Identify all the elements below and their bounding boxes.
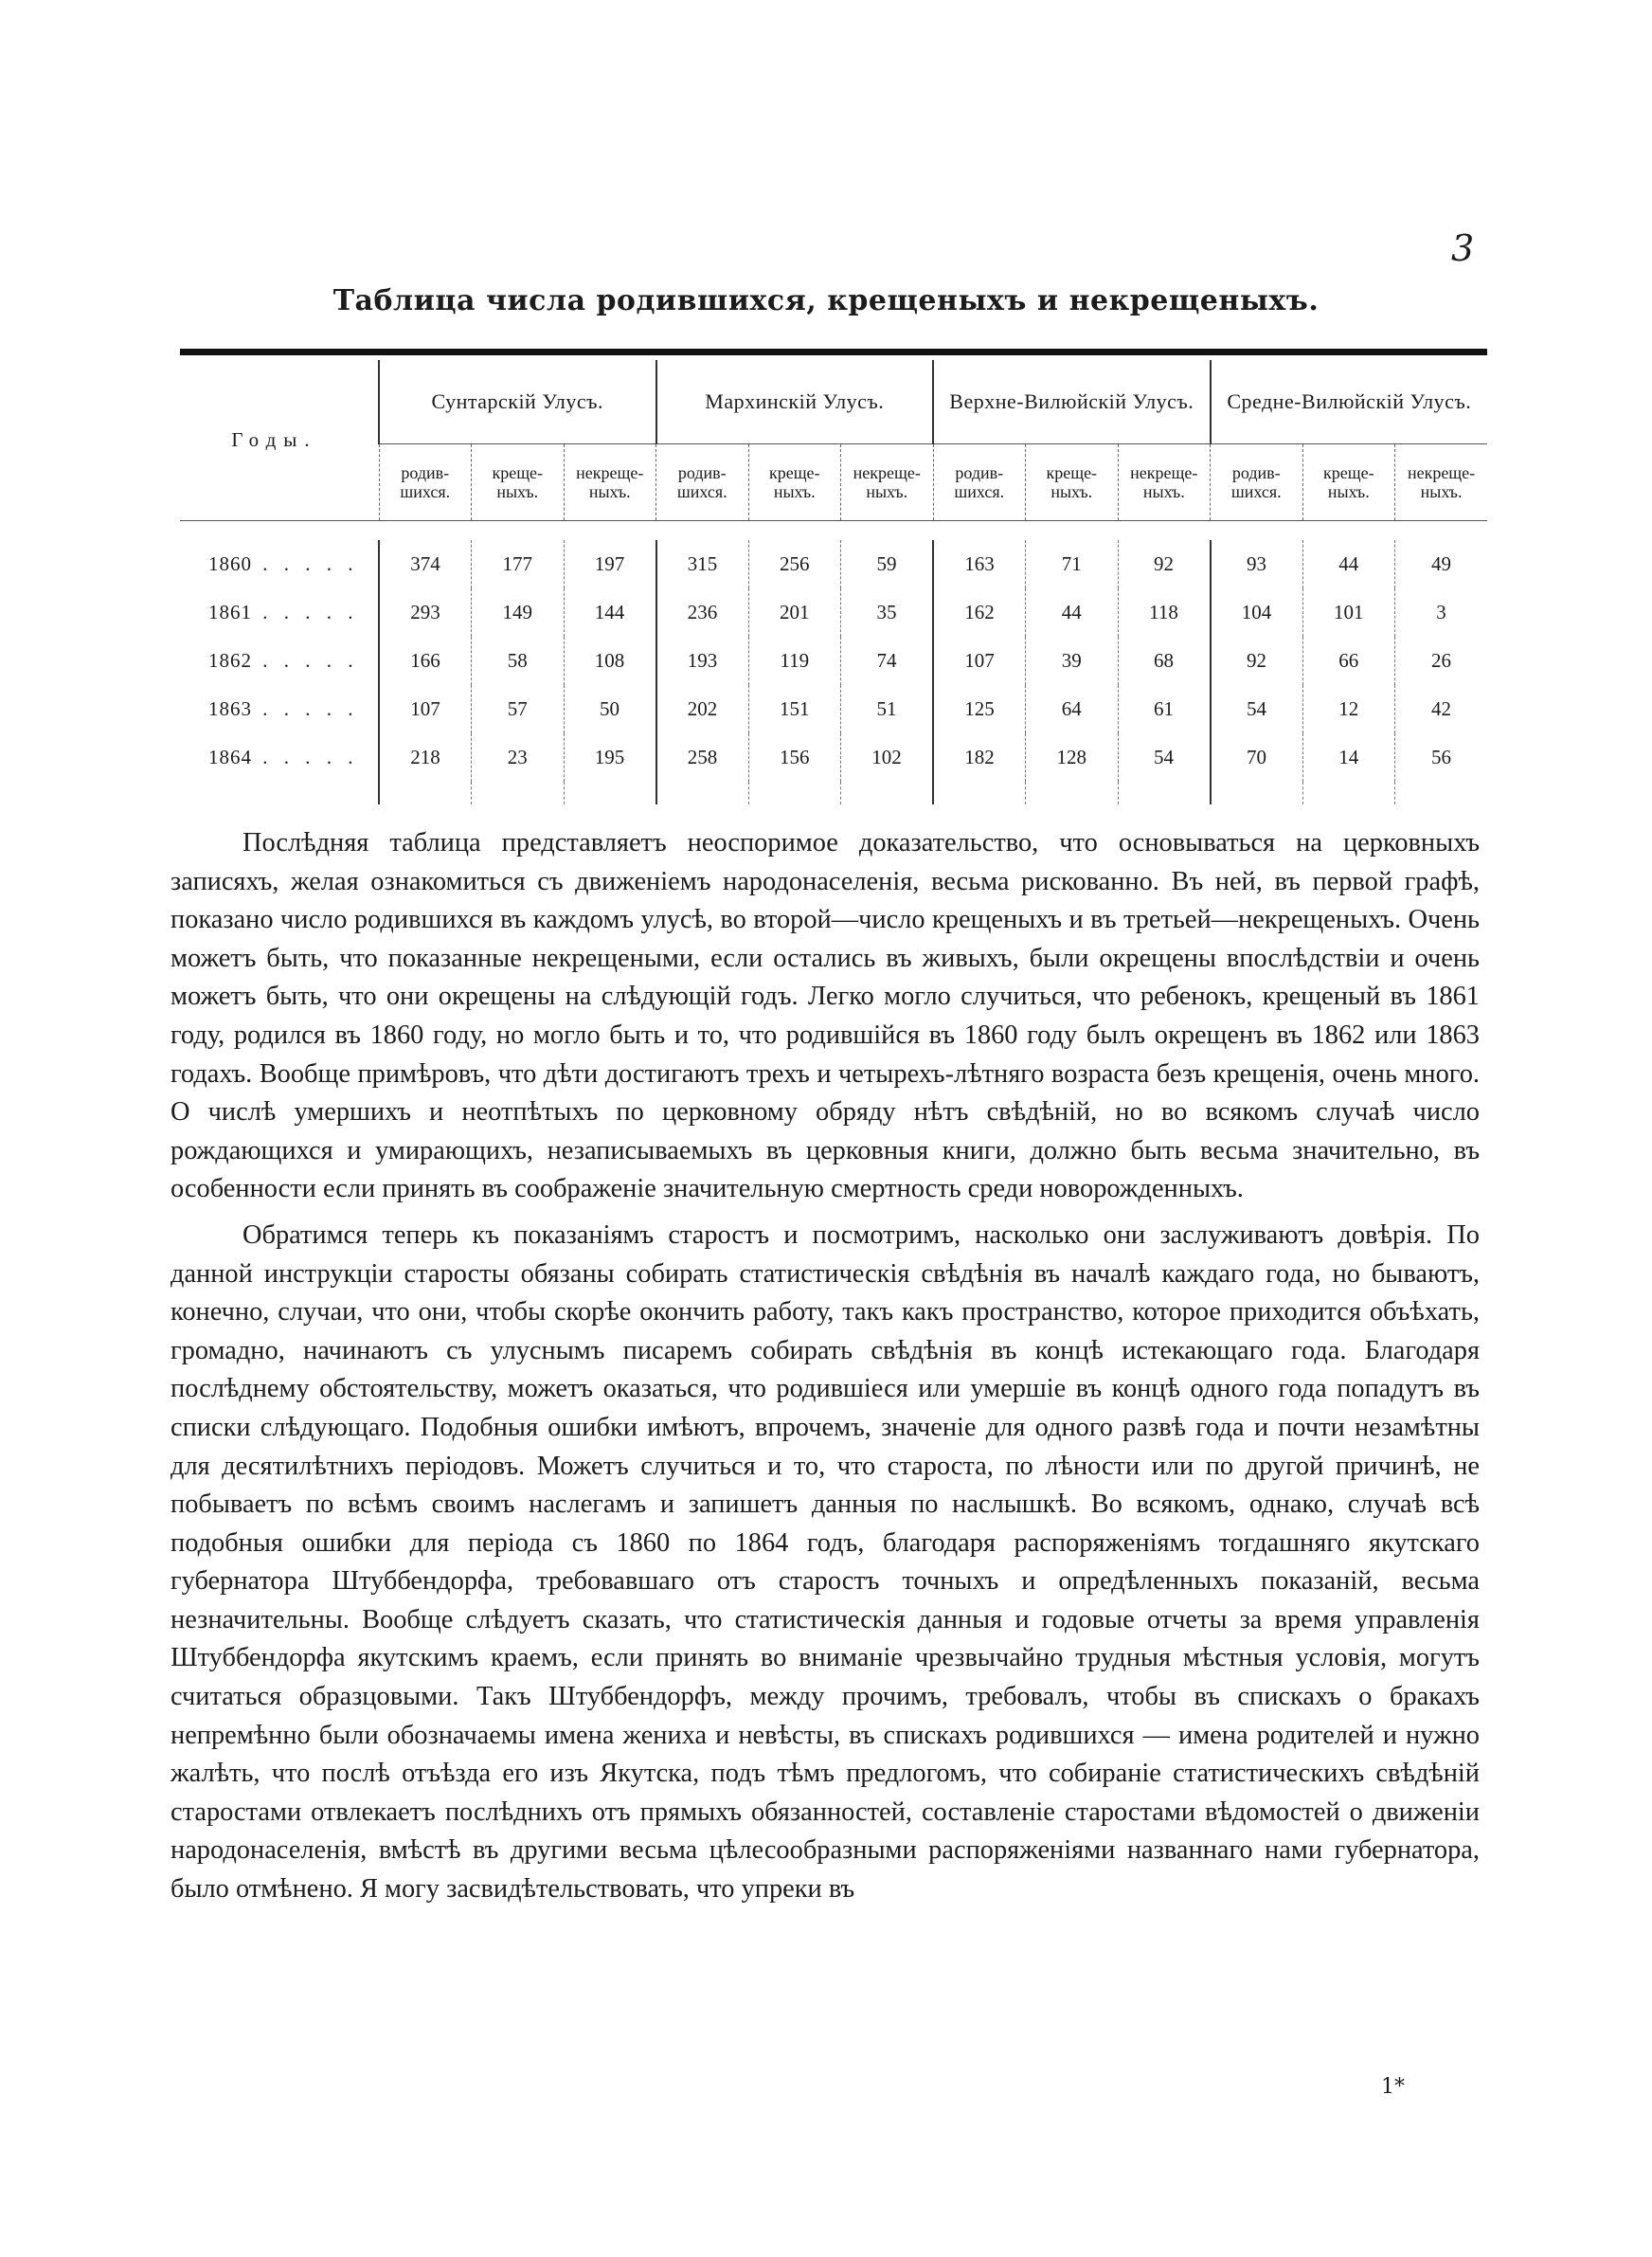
table-cell: 57 — [472, 685, 565, 733]
category-label: креще- ныхъ. — [1323, 463, 1374, 501]
table-cell: 61 — [1118, 685, 1211, 733]
table-cell: 125 — [933, 685, 1026, 733]
year-label: 1863 — [208, 697, 252, 720]
table-cell: 177 — [472, 540, 565, 588]
column-header-category — [379, 444, 472, 521]
table-cell: 256 — [748, 540, 841, 588]
category-label: креще- ныхъ. — [492, 463, 544, 501]
table-cell: 66 — [1302, 637, 1395, 685]
table-cell: 201 — [748, 588, 841, 637]
column-header-ulus: Мархинскій Улусъ. — [656, 360, 934, 444]
row-year: 1864 . . . . . — [208, 746, 359, 768]
table-cell: 50 — [564, 685, 656, 733]
year-label: 1864 — [208, 746, 252, 768]
column-header-category — [564, 444, 656, 521]
page-number: 3 — [1451, 227, 1475, 269]
table-cell: 107 — [933, 637, 1026, 685]
table-cell: 166 — [379, 637, 472, 685]
table-row — [180, 540, 1487, 588]
table-cell: 44 — [1026, 588, 1119, 637]
table-cell: 193 — [656, 637, 749, 685]
table-cell: 51 — [841, 685, 934, 733]
category-label: родив- шихся. — [1230, 463, 1282, 501]
column-header-category — [933, 444, 1026, 521]
table-cell: 54 — [1211, 685, 1303, 733]
year-label: 1862 — [208, 649, 252, 672]
category-label: родив- шихся. — [954, 463, 1005, 501]
table-cell: 108 — [564, 637, 656, 685]
table-cell: 107 — [379, 685, 472, 733]
table-body — [180, 521, 1487, 805]
table-cell: 218 — [379, 733, 472, 782]
table-cell: 64 — [1026, 685, 1119, 733]
column-header-category — [1118, 444, 1211, 521]
table-row — [180, 637, 1487, 685]
table-row — [180, 588, 1487, 637]
table-cell: 58 — [472, 637, 565, 685]
column-header-category — [748, 444, 841, 521]
column-header-ulus: Средне-Вилюйскій Улусъ. — [1211, 360, 1488, 444]
table-cell: 236 — [656, 588, 749, 637]
table-cell: 293 — [379, 588, 472, 637]
paragraph: Обратимся теперь къ показаніямъ старостъ и посмотримъ, насколько они заслуживаютъ довѣрія. По данной инструкціи старосты обязаны собирать статистическія свѣдѣнія въ началѣ каждаго года, но бываютъ, конечно, случаи, что они, чтобы скорѣе окончить работу, такъ какъ пространство, которое приходится объѣхать, громадно, начинаютъ съ улуснымъ писаремъ собирать свѣдѣнія въ концѣ истекающаго года. Благодаря послѣднему обстоятельству, можетъ оказаться, что родившіеся или умершіе въ концѣ одного года попадутъ въ списки слѣдующаго. Подобныя ошибки имѣютъ, впрочемъ, значеніе для одного развѣ года и почти незамѣтны для десятилѣтнихъ періодовъ. Можетъ случиться и то, что староста, по лѣности или по другой причинѣ, не побываетъ по всѣмъ своимъ наслегамъ и запишетъ данныя по наслышкѣ. Во всякомъ, однако, случаѣ всѣ подобныя ошибки для періода съ 1860 по 1864 годъ, благодаря распоряженіямъ тогдашняго якутскаго губернатора Штуббендорфа, требовавшаго отъ старостъ точныхъ и опредѣленныхъ показаній, весьма незначительны. Вообще слѣдуетъ сказать, что статистическія данныя и годовые отчеты за время управленія Штуббендорфа якутскимъ краемъ, если принять во вниманіе чрезвычайно трудныя мѣстныя условія, могутъ считаться образцовыми. Такъ Штуббендорфъ, между прочимъ, требовалъ, чтобы въ спискахъ о бракахъ непремѣнно были обозначаемы имена жениха и невѣсты, въ спискахъ родившихся — имена родителей и нужно жалѣть, что послѣ отъѣзда его изъ Якутска, подъ тѣмъ предлогомъ, что собираніе статистическихъ свѣдѣній старостами отвлекаетъ послѣднихъ отъ прямыхъ обязанностей, составленіе старостами вѣдомостей о движеніи народонаселенія, вмѣстѣ въ другими весьма цѣлесообразными распоряженіями названнаго нами губернатора, было отмѣнено. Я могу засвидѣтельствовать, что упреки въ — [171, 1219, 1480, 1905]
table-cell: 59 — [841, 540, 934, 588]
table-cell: 26 — [1395, 637, 1488, 685]
body-text — [171, 824, 1480, 1909]
column-header-years: Годы. — [231, 428, 317, 451]
column-header-category — [1395, 444, 1488, 521]
table-cell: 118 — [1118, 588, 1211, 637]
table-cell: 182 — [933, 733, 1026, 782]
table-row — [180, 685, 1487, 733]
table-cell: 162 — [933, 588, 1026, 637]
table-cell: 128 — [1026, 733, 1119, 782]
table-cell: 56 — [1395, 733, 1488, 782]
table-cell: 74 — [841, 637, 934, 685]
table-cell: 195 — [564, 733, 656, 782]
table-cell: 54 — [1118, 733, 1211, 782]
table-cell: 68 — [1118, 637, 1211, 685]
table-cell: 92 — [1211, 637, 1303, 685]
table-row — [180, 733, 1487, 782]
column-header-ulus: Верхне-Вилюйскій Улусъ. — [933, 360, 1211, 444]
table-title: Таблица числа родившихся, крещеныхъ и некрещеныхъ. — [332, 284, 1320, 317]
table-cell: 14 — [1302, 733, 1395, 782]
births-baptisms-table — [180, 360, 1487, 804]
table-cell: 119 — [748, 637, 841, 685]
table-cell: 23 — [472, 733, 565, 782]
table-cell: 70 — [1211, 733, 1303, 782]
table-cell: 197 — [564, 540, 656, 588]
row-year: 1862 . . . . . — [208, 649, 359, 672]
category-label: родив- шихся. — [400, 463, 451, 501]
table-top-rule — [180, 349, 1487, 355]
category-label: некреще- ныхъ. — [1130, 463, 1198, 501]
year-label: 1861 — [208, 601, 252, 623]
table-cell: 258 — [656, 733, 749, 782]
table-cell: 42 — [1395, 685, 1488, 733]
category-label: некреще- ныхъ. — [853, 463, 921, 501]
table-cell: 151 — [748, 685, 841, 733]
column-header-category — [1302, 444, 1395, 521]
category-label: креще- ныхъ. — [1046, 463, 1098, 501]
signature-mark: 1* — [1381, 2075, 1405, 2099]
column-header-category — [841, 444, 934, 521]
table-cell: 163 — [933, 540, 1026, 588]
table-cell: 104 — [1211, 588, 1303, 637]
table-cell: 101 — [1302, 588, 1395, 637]
table-cell: 149 — [472, 588, 565, 637]
table-cell: 144 — [564, 588, 656, 637]
table-cell: 71 — [1026, 540, 1119, 588]
table-cell: 374 — [379, 540, 472, 588]
table-cell: 12 — [1302, 685, 1395, 733]
table-cell: 102 — [841, 733, 934, 782]
table-cell: 92 — [1118, 540, 1211, 588]
category-label: креще- ныхъ. — [768, 463, 820, 501]
category-label: некреще- ныхъ. — [1407, 463, 1476, 501]
column-header-category — [656, 444, 749, 521]
row-year: 1861 . . . . . — [208, 601, 359, 623]
table-header-row-uluses — [180, 360, 1487, 444]
table-cell: 315 — [656, 540, 749, 588]
category-label: родив- шихся. — [676, 463, 727, 501]
table-cell: 39 — [1026, 637, 1119, 685]
table-cell: 44 — [1302, 540, 1395, 588]
column-header-category — [1026, 444, 1119, 521]
year-label: 1860 — [208, 552, 252, 575]
paragraph: Послѣдняя таблица представляетъ неоспоримое доказательство, что основываться на церковныхъ записяхъ, желая ознакомиться съ движеніемъ народонаселенія, весьма рискованно. Въ ней, въ первой графѣ, показано число родившихся въ каждомъ улусѣ, во второй—число крещеныхъ и въ третьей—некрещеныхъ. Очень можетъ быть, что показанные некрещеными, если остались въ живыхъ, были окрещены впослѣдствіи и очень можетъ быть, что они окрещены на слѣдующій годъ. Легко могло случиться, что ребенокъ, крещеный въ 1861 году, родился въ 1860 году, но могло быть и то, что родившійся въ 1860 году былъ окрещенъ въ 1862 или 1863 годахъ. Вообще примѣровъ, что дѣти достигаютъ трехъ и четырехъ-лѣтняго возраста безъ крещенія, очень много. О числѣ умершихъ и неотпѣтыхъ по церковному обряду нѣтъ свѣдѣній, но во всякомъ случаѣ число рождающихся и умирающихъ, незаписываемыхъ въ церковныя книги, должно быть весьма значительно, въ особенности если принять въ соображеніе значительную смертность среди новорожденныхъ. — [171, 828, 1480, 1204]
table-cell: 3 — [1395, 588, 1488, 637]
table-cell: 49 — [1395, 540, 1488, 588]
category-label: некреще- ныхъ. — [576, 463, 644, 501]
table-cell: 35 — [841, 588, 934, 637]
column-header-category — [472, 444, 565, 521]
column-header-ulus: Сунтарскій Улусъ. — [379, 360, 656, 444]
table-cell: 93 — [1211, 540, 1303, 588]
row-year: 1863 . . . . . — [208, 697, 359, 720]
column-header-category — [1211, 444, 1303, 521]
row-year: 1860 . . . . . — [208, 552, 359, 575]
table-cell: 202 — [656, 685, 749, 733]
table-cell: 156 — [748, 733, 841, 782]
